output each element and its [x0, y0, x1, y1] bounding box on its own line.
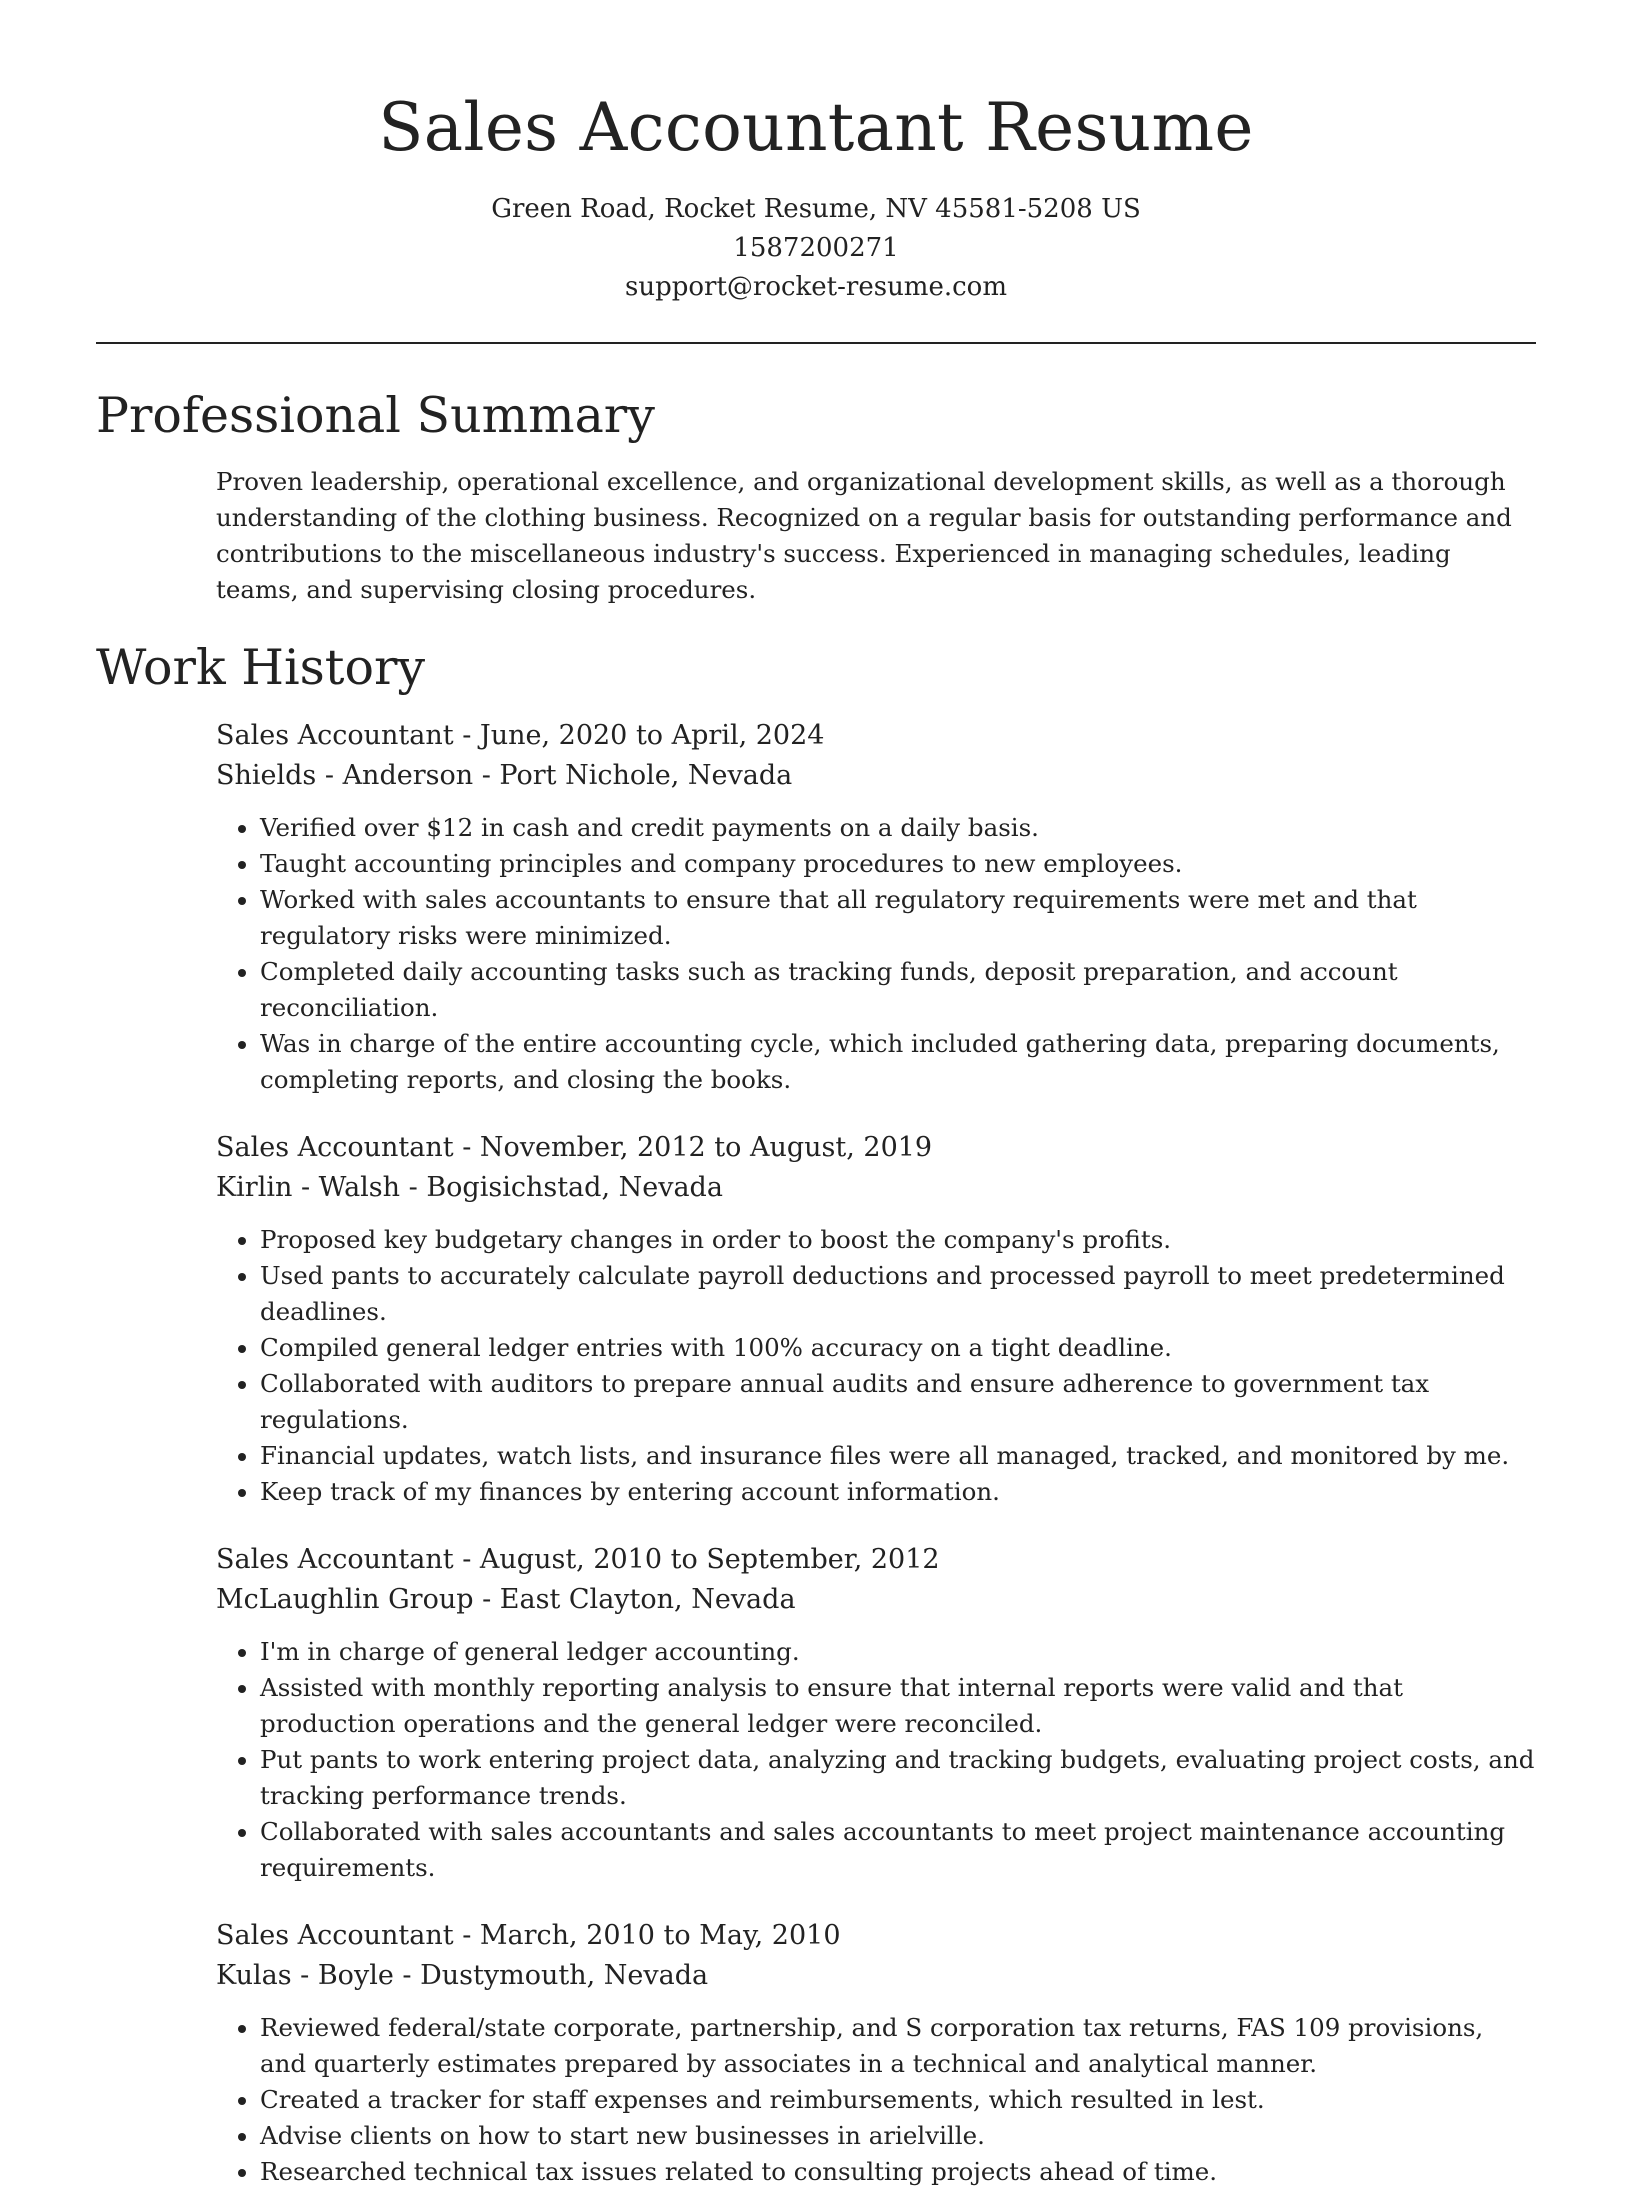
job-bullets [216, 1634, 1536, 1886]
job-bullets [216, 810, 1536, 1098]
job-title-line [216, 1540, 1536, 1580]
job-entry [216, 1540, 1536, 1886]
job-dates: - August, 2010 to September, 2012 [453, 1544, 940, 1575]
job-location: - Bogisichstad, Nevada [400, 1172, 723, 1203]
job-company: Kirlin - Walsh [216, 1172, 401, 1203]
job-role: Sales Accountant [216, 1544, 454, 1575]
job-title-line [216, 716, 1536, 756]
job-role: Sales Accountant [216, 1920, 454, 1951]
job-bullet: • Completed daily accounting tasks such as tracking funds, deposit preparation, and account reconciliation. [260, 954, 1536, 1026]
work-history-heading: Work History [96, 639, 426, 696]
job-bullet: • Financial updates, watch lists, and insurance files were all managed, tracked, and monitored by me. [260, 1438, 1536, 1474]
job-bullet: • Compiled general ledger entries with 100% accuracy on a tight deadline. [260, 1330, 1536, 1366]
job-location: - Dustymouth, Nevada [393, 1960, 709, 1991]
job-bullet: • Advise clients on how to start new businesses in arielville. [260, 2118, 1536, 2154]
contact-phone: 1587200271 [733, 233, 899, 263]
job-entry [216, 1916, 1536, 2190]
summary-heading: Professional Summary [96, 387, 655, 444]
job-entry [216, 716, 1536, 1098]
header-divider [96, 342, 1536, 344]
job-company-line [216, 1956, 1536, 1996]
job-location: - East Clayton, Nevada [473, 1584, 796, 1615]
job-bullet: • Assisted with monthly reporting analysis to ensure that internal reports were valid and that production operations and the general ledger were reconciled. [260, 1670, 1536, 1742]
job-bullet: • Reviewed federal/state corporate, partnership, and S corporation tax returns, FAS 109 provisions, and quarterly estimates prepared by associates in a technical and analytical manner. [260, 2010, 1536, 2082]
job-dates: - March, 2010 to May, 2010 [453, 1920, 841, 1951]
job-bullet: • Verified over $12 in cash and credit payments on a daily basis. [260, 810, 1536, 846]
job-bullet: • Worked with sales accountants to ensure that all regulatory requirements were met and that regulatory risks were minimized. [260, 882, 1536, 954]
job-bullet: • Put pants to work entering project data, analyzing and tracking budgets, evaluating project costs, and tracking performance trends. [260, 1742, 1536, 1814]
job-bullet: • Collaborated with auditors to prepare annual audits and ensure adherence to government tax regulations. [260, 1366, 1536, 1438]
job-bullet: • Was in charge of the entire accounting cycle, which included gathering data, preparing documents, completing reports, and closing the books. [260, 1026, 1536, 1098]
job-bullet: • Created a tracker for staff expenses and reimbursements, which resulted in lest. [260, 2082, 1536, 2118]
job-company: McLaughlin Group [216, 1584, 474, 1615]
job-bullet: • I'm in charge of general ledger accounting. [260, 1634, 1536, 1670]
contact-email: support@rocket-resume.com [624, 272, 1007, 302]
job-company-line [216, 1168, 1536, 1208]
job-title-line [216, 1128, 1536, 1168]
job-role: Sales Accountant [216, 720, 454, 751]
job-dates: - November, 2012 to August, 2019 [453, 1132, 933, 1163]
work-history-list [96, 716, 1536, 2190]
job-bullet: • Researched technical tax issues related to consulting projects ahead of time. [260, 2154, 1536, 2190]
job-bullets [216, 1222, 1536, 1510]
resume-page [96, 0, 1536, 2190]
job-bullet: • Taught accounting principles and company procedures to new employees. [260, 846, 1536, 882]
job-bullets [216, 2010, 1536, 2190]
job-bullet: • Collaborated with sales accountants and sales accountants to meet project maintenance accounting requirements. [260, 1814, 1536, 1886]
job-company: Shields - Anderson [216, 760, 474, 791]
job-bullet: • Used pants to accurately calculate payroll deductions and processed payroll to meet predetermined deadlines. [260, 1258, 1536, 1330]
resume-title: Sales Accountant Resume [378, 89, 1254, 166]
job-company-line [216, 756, 1536, 796]
job-company-line [216, 1580, 1536, 1620]
contact-address: Green Road, Rocket Resume, NV 45581-5208 US [491, 194, 1141, 224]
job-location: - Port Nichole, Nevada [473, 760, 793, 791]
job-bullet: • Proposed key budgetary changes in order to boost the company's profits. [260, 1222, 1536, 1258]
job-entry [216, 1128, 1536, 1510]
summary-text: Proven leadership, operational excellence, and organizational development skills, as well as a thorough understanding of the clothing business. Recognized on a regular basis for outstanding performance and contributions to the miscellaneous industry's success. Experienced in managing schedules, leading teams, and supervising closing procedures. [216, 467, 1512, 604]
job-title-line [216, 1916, 1536, 1956]
job-company: Kulas - Boyle [216, 1960, 394, 1991]
contact-block [96, 190, 1536, 307]
job-role: Sales Accountant [216, 1132, 454, 1163]
job-bullet: • Keep track of my finances by entering account information. [260, 1474, 1536, 1510]
job-dates: - June, 2020 to April, 2024 [453, 720, 825, 751]
